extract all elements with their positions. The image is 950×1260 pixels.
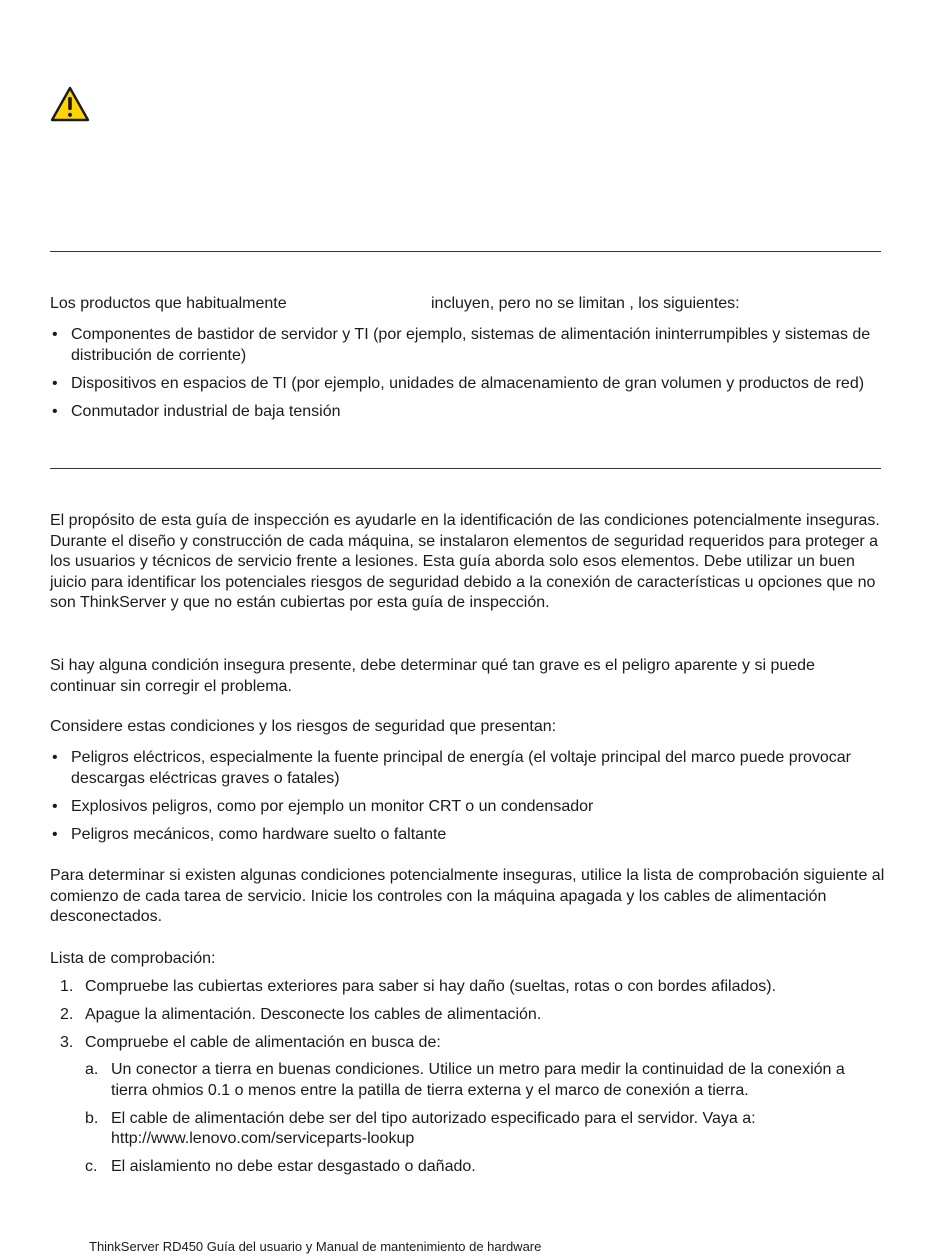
list-item: • Peligros mecánicos, como hardware suelto o faltante bbox=[50, 825, 885, 846]
item-text: Apague la alimentación. Desconecte los cables de alimentación. bbox=[85, 1005, 542, 1023]
item-number: 1. bbox=[60, 978, 74, 995]
item-text: Compruebe el cable de alimentación en busca de: bbox=[85, 1033, 441, 1051]
checklist-title: Lista de comprobación: bbox=[50, 950, 216, 967]
list-item bbox=[50, 1005, 885, 1026]
sub-checklist bbox=[85, 1060, 885, 1177]
condition-paragraph: Si hay alguna condición insegura presente, debe determinar qué tan grave es el peligro aparente y si puede continuar sin corregir el problema. bbox=[50, 657, 815, 695]
list-item: • Componentes de bastidor de servidor y TI (por ejemplo, sistemas de alimentación ininterrumpibles y sistemas de distribución de corriente) bbox=[50, 325, 885, 366]
list-item: • Conmutador industrial de baja tensión bbox=[50, 402, 885, 423]
list-item: • Peligros eléctricos, especialmente la fuente principal de energía (el voltaje principal del marco puede provocar descargas eléctricas graves o fatales) bbox=[50, 748, 885, 789]
list-item bbox=[85, 1157, 885, 1178]
products-list bbox=[50, 325, 885, 430]
intro-text-part1: Los productos que habitualmente bbox=[50, 295, 287, 312]
checklist bbox=[50, 977, 885, 1185]
item-number: 3. bbox=[60, 1033, 74, 1051]
list-item: • Dispositivos en espacios de TI (por ejemplo, unidades de almacenamiento de gran volumen y productos de red) bbox=[50, 374, 885, 395]
hazards-list bbox=[50, 748, 885, 853]
section-divider-top bbox=[50, 251, 881, 252]
list-item bbox=[50, 1033, 885, 1178]
list-item bbox=[50, 977, 885, 998]
intro-text-part2: incluyen, pero no se limitan , los siguientes: bbox=[431, 295, 740, 312]
item-text: Un conector a tierra en buenas condiciones. Utilice un metro para medir la continuidad de la conexión a tierra ohmios 0.1 o menos entre la patilla de tierra externa y el marco de conexión a tierra. bbox=[111, 1061, 845, 1099]
item-letter: a. bbox=[85, 1061, 99, 1079]
list-item bbox=[85, 1060, 885, 1101]
list-item: • Explosivos peligros, como por ejemplo un monitor CRT o un condensador bbox=[50, 797, 885, 818]
determine-paragraph: Para determinar si existen algunas condiciones potencialmente inseguras, utilice la lista de comprobación siguiente al comienzo de cada tarea de servicio. Inicie los controles con la máquina apagada y los cables de alimentación desconectados. bbox=[50, 867, 885, 926]
consider-paragraph: Considere estas condiciones y los riesgos de seguridad que presentan: bbox=[50, 718, 557, 735]
section-divider-middle bbox=[50, 468, 881, 469]
item-letter: c. bbox=[85, 1157, 98, 1175]
item-text: Compruebe las cubiertas exteriores para saber si hay daño (sueltas, rotas o con bordes afilados). bbox=[85, 978, 777, 995]
page-footer: ThinkServer RD450 Guía del usuario y Manual de mantenimiento de hardware bbox=[89, 1239, 542, 1254]
purpose-paragraph: El propósito de esta guía de inspección es ayudarle en la identificación de las condiciones potencialmente inseguras. Durante el diseño y construcción de cada máquina, se instalaron elementos de seguridad requeridos para proteger a los usuarios y técnicos de servicio frente a lesiones. Esta guía aborda solo esos elementos. Debe utilizar un buen juicio para identificar los potenciales riesgos de seguridad debido a la conexión de características u opciones que no son ThinkServer y que no están cubiertas por esta guía de inspección. bbox=[50, 512, 880, 612]
list-item bbox=[85, 1109, 885, 1150]
item-number: 2. bbox=[60, 1005, 74, 1023]
caution-triangle-icon bbox=[50, 86, 90, 122]
item-text: El aislamiento no debe estar desgastado o dañado. bbox=[111, 1157, 476, 1175]
item-letter: b. bbox=[85, 1109, 99, 1127]
item-text: El cable de alimentación debe ser del tipo autorizado especificado para el servidor. Vaya a: http://www.lenovo.com/serviceparts-lookup bbox=[111, 1109, 756, 1148]
